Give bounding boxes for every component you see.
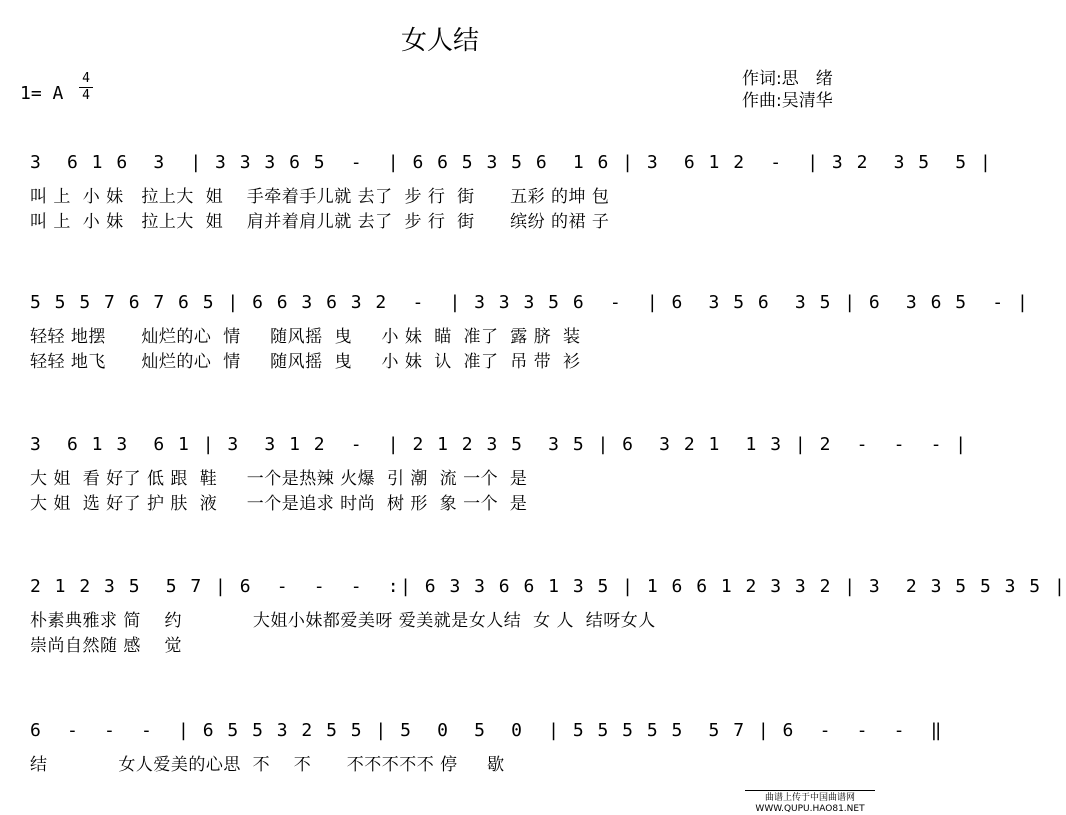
lyrics-verse-1: 大 姐 看 好了 低 跟 鞋 一个是热辣 火爆 引 潮 流 一个 是 <box>30 469 528 489</box>
time-signature-top: 4 <box>82 71 90 86</box>
lyrics-verse-2: 叫 上 小 妹 拉上大 姐 肩并着肩儿就 去了 步 行 街 缤纷 的裙 子 <box>30 212 610 232</box>
composer-credit: 作曲:吴清华 <box>742 91 833 111</box>
page-title: 女人结 <box>400 26 479 56</box>
notation-line: 5 5 5 7 6 7 6 5 | 6 6 3 6 3 2 - | 3 3 3 5 6 - | 6 3 5 6 3 5 | 6 3 6 5 - | <box>30 292 1030 313</box>
lyrics-verse-2: 崇尚自然随 感 觉 <box>30 636 183 656</box>
time-signature-bottom: 4 <box>82 88 90 103</box>
notation-line: 2 1 2 3 5 5 7 | 6 - - - :| 6 3 3 6 6 1 3 5 | 1 6 6 1 2 3 3 2 | 3 2 3 5 5 3 5 | <box>30 576 1066 597</box>
time-signature <box>79 72 93 103</box>
key-signature: 1= A <box>20 83 64 104</box>
notation-line: 6 - - - | 6 5 5 3 2 5 5 | 5 0 5 0 | 5 5 5 5 5 5 7 | 6 - - - ‖ <box>30 720 943 741</box>
notation-line: 3 6 1 3 6 1 | 3 3 1 2 - | 2 1 2 3 5 3 5 | 6 3 2 1 1 3 | 2 - - - | <box>30 434 968 455</box>
notation-line: 3 6 1 6 3 | 3 3 3 6 5 - | 6 6 5 3 5 6 1 6 | 3 6 1 2 - | 3 2 3 5 5 | <box>30 152 993 173</box>
lyrics-verse-2: 轻轻 地飞 灿烂的心 情 随风摇 曳 小 妹 认 准了 吊 带 衫 <box>30 352 581 372</box>
lyrics-verse-2: 大 姐 选 好了 护 肤 液 一个是追求 时尚 树 形 象 一个 是 <box>30 494 528 514</box>
lyrics-verse-1: 叫 上 小 妹 拉上大 姐 手牵着手儿就 去了 步 行 街 五彩 的坤 包 <box>30 187 610 207</box>
lyrics-verse-1: 结 女人爱美的心思 不 不 不不不不不 停 歇 <box>30 755 505 775</box>
watermark-line-1: 曲谱上传于中国曲谱网 <box>764 793 855 803</box>
site-watermark <box>745 790 875 815</box>
lyrics-verse-1: 轻轻 地摆 灿烂的心 情 随风摇 曳 小 妹 瞄 准了 露 脐 装 <box>30 327 581 347</box>
watermark-line-2: WWW.QUPU.HAO81.NET <box>755 804 865 814</box>
lyricist-credit: 作词:思 绪 <box>742 69 833 89</box>
lyrics-verse-1: 朴素典雅求 简 约 大姐小妹都爱美呀 爱美就是女人结 女 人 结呀女人 <box>30 611 656 631</box>
